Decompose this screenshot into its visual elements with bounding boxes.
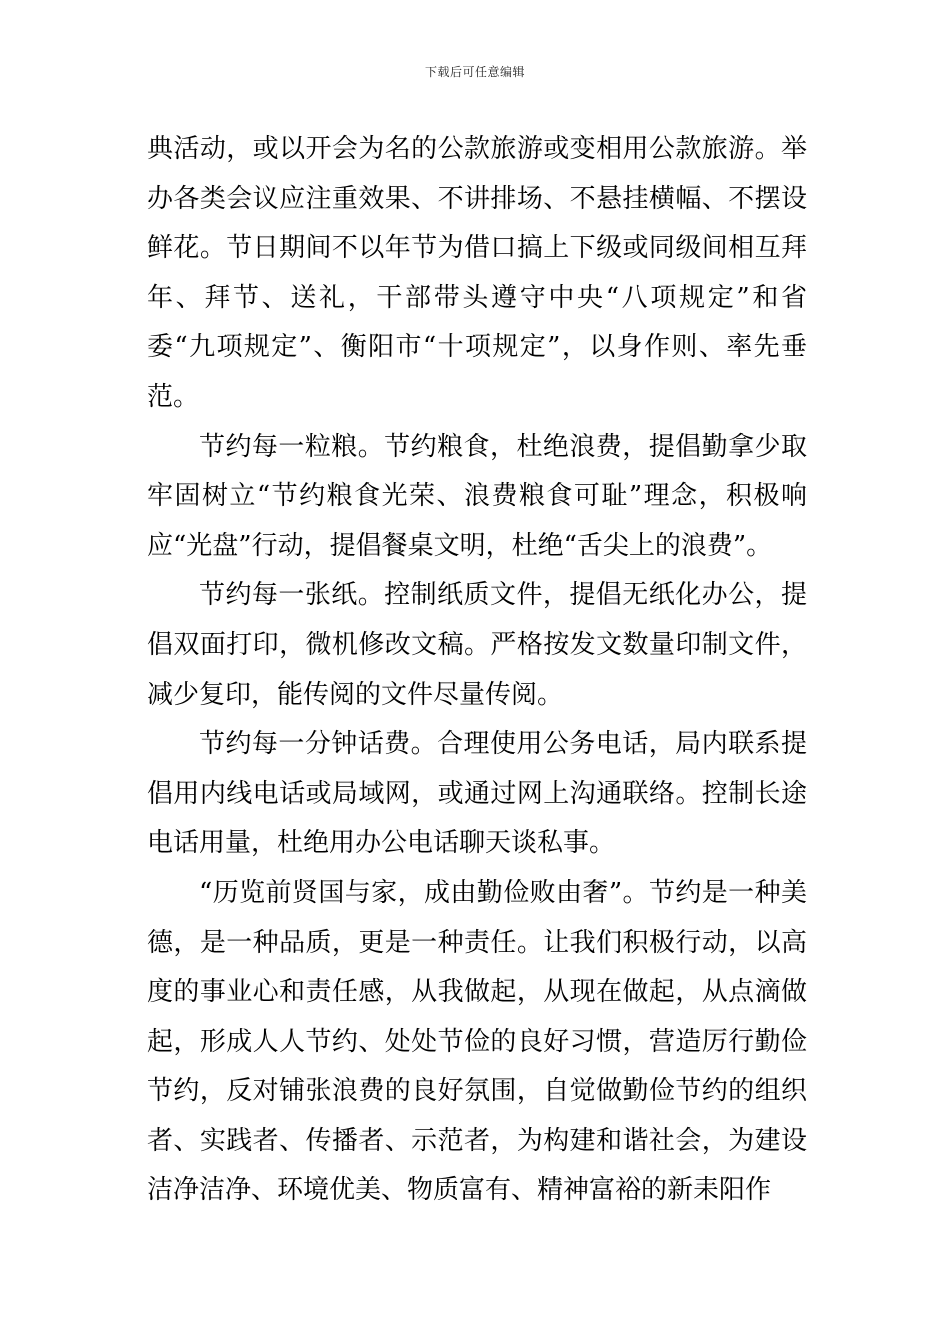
paragraph-save-paper: 节约每一张纸。控制纸质文件，提倡无纸化办公，提倡双面打印，微机修改文稿。严格按发文数量印制文件，减少复印，能传阅的文件尽量传阅。	[147, 580, 807, 710]
paragraph-meeting-rules: 典活动，或以开会为名的公款旅游或变相用公款旅游。举办各类会议应注重效果、不讲排场、不悬挂横幅、不摆设鲜花。节日期间不以年节为借口搞上下级或同级间相互拜年、拜节、送礼，干部带头遵守中央“八项规定”和省委“九项规定”、衡阳市“十项规定”，以身作则、率先垂范。	[147, 134, 807, 412]
document-body	[147, 125, 807, 1216]
paragraph-save-grain: 节约每一粒粮。节约粮食，杜绝浪费，提倡勤拿少取牢固树立“节约粮食光荣、浪费粮食可耻”理念，积极响应“光盘”行动，提倡餐桌文明，杜绝“舌尖上的浪费”。	[147, 431, 807, 561]
paragraph-conclusion: “历览前贤国与家，成由勤俭败由奢”。节约是一种美德，是一种品质，更是一种责任。让我们积极行动，以高度的事业心和责任感，从我做起，从现在做起，从点滴做起，形成人人节约、处处节俭的良好习惯，营造厉行勤俭节约，反对铺张浪费的良好氛围，自觉做勤俭节约的组织者、实践者、传播者、示范者，为构建和谐社会，为建设洁净洁净、环境优美、物质富有、精神富裕的新耒阳作	[147, 877, 807, 1206]
page-header: 下载后可任意编辑	[424, 65, 525, 79]
paragraph-save-phone: 节约每一分钟话费。合理使用公务电话，局内联系提倡用内线电话或局域网，或通过网上沟通联络。控制长途电话用量，杜绝用办公电话聊天谈私事。	[147, 729, 807, 859]
